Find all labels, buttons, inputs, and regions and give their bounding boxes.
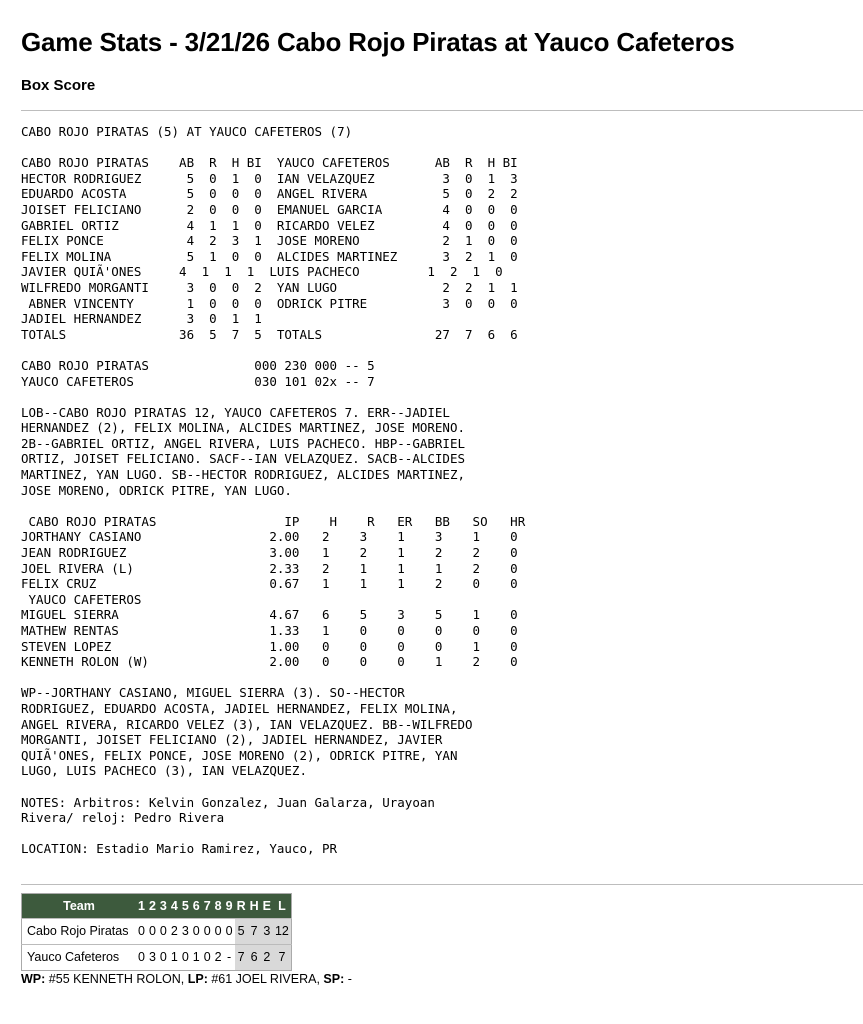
linescore-header-h: H [248,893,261,918]
linescore-inning-cell: 3 [147,944,158,970]
linescore-inning-cell: 0 [136,918,147,944]
linescore-team-name: Yauco Cafeteros [22,944,137,970]
pitcher-decisions [21,972,863,986]
linescore-inning-cell: 2 [169,918,180,944]
linescore-inning-cell: 0 [136,944,147,970]
linescore-table [21,893,292,971]
wp-value: #55 KENNETH ROLON, [45,971,188,986]
linescore-header-row [22,893,292,918]
linescore-total-cell: 7 [273,944,291,970]
divider-bottom [21,884,863,885]
divider-top [21,110,863,111]
linescore-inning-cell: 0 [158,944,169,970]
linescore-inning-cell: 0 [213,918,224,944]
linescore-total-cell: 7 [235,944,248,970]
linescore-header-team: Team [22,893,137,918]
linescore-header-9: 9 [224,893,235,918]
linescore-header-4: 4 [169,893,180,918]
linescore-inning-cell: 3 [180,918,191,944]
linescore-row [22,918,292,944]
linescore-inning-cell: 0 [191,918,202,944]
linescore-inning-cell: 1 [191,944,202,970]
sp-value: - [344,971,352,986]
linescore-header-3: 3 [158,893,169,918]
linescore-header-r: R [235,893,248,918]
linescore-inning-cell: 2 [213,944,224,970]
linescore-total-cell: 7 [248,918,261,944]
linescore-header-8: 8 [213,893,224,918]
linescore-header-6: 6 [191,893,202,918]
page-title: Game Stats - 3/21/26 Cabo Rojo Piratas at Yauco Cafeteros [21,27,735,57]
linescore-inning-cell: 0 [180,944,191,970]
linescore-header-7: 7 [202,893,213,918]
lp-value: #61 JOEL RIVERA, [207,971,324,986]
linescore-total-cell: 5 [235,918,248,944]
box-score-text: CABO ROJO PIRATAS (5) AT YAUCO CAFETEROS (7) CABO ROJO PIRATAS AB R H BI YAUCO CAFETEROS AB R H BI HECTOR RODRIGUEZ 5 0 1 0 IAN VELAZQUEZ 3 0 1 3 EDUARDO ACOSTA 5 0 0 0 ANGEL RIVERA 5 0 2 2 JOISET FELICIANO 2 0 0 0 EMANUEL GARCIA 4 0 0 0 GABRIEL ORTIZ 4 1 1 0 RICARDO VELEZ 4 0 0 0 FELIX PONCE 4 2 3 1 JOSE MORENO 2 1 0 0 FELIX MOLINA 5 1 0 0 ALCIDES MARTINEZ 3 2 1 0 JAVIER QUIÃ'ONES 4 1 1 1 LUIS PACHECO 1 2 1 0 WILFREDO MORGANTI 3 0 0 2 YAN LUGO 2 2 1 1 ABNER VINCENTY 1 0 0 0 ODRICK PITRE 3 0 0 0 JADIEL HERNANDEZ 3 0 1 1 TOTALS 36 5 7 5 TOTALS 27 7 6 6 CABO ROJO PIRATAS 000 230 000 -- 5 YAUCO CAFETEROS 030 101 02x -- 7 LOB--CABO ROJO PIRATAS 12, YAUCO CAFETEROS 7. ERR--JADIEL HERNANDEZ (2), FELIX MOLINA, ALCIDES MARTINEZ, JOSE MORENO. 2B--GABRIEL ORTIZ, ANGEL RIVERA, LUIS PACHECO. HBP--GABRIEL ORTIZ, JOISET FELICIANO. SACF--IAN VELAZQUEZ. SACB--ALCIDES MARTINEZ, YAN LUGO. SB--HECTOR RODRIGUEZ, ALCIDES MARTINEZ, JOSE MORENO, ODRICK PITRE, YAN LUGO. CABO ROJO PIRATAS IP H R ER BB SO HR JORTHANY CASIANO 2.00 2 3 1 3 1 0 JEAN RODRIGUEZ 3.00 1 2 1 2 2 0 JOEL RIVERA (L) 2.33 2 1 1 1 2 0 FELIX CRUZ 0.67 1 1 1 2 0 0 YAUCO CAFETEROS MIGUEL SIERRA 4.67 6 5 3 5 1 0 MATHEW RENTAS 1.33 1 0 0 0 0 0 STEVEN LOPEZ 1.00 0 0 0 0 1 0 KENNETH ROLON (W) 2.00 0 0 0 1 2 0 WP--JORTHANY CASIANO, MIGUEL SIERRA (3). SO--HECTOR RODRIGUEZ, EDUARDO ACOSTA, JADIEL HERNANDEZ, FELIX MOLINA, ANGEL RIVERA, RICARDO VELEZ (3), IAN VELAZQUEZ. BB--WILFREDO MORGANTI, JOISET FELICIANO (2), JADIEL HERNANDEZ, JAVIER QUIÃ'ONES, FELIX PONCE, JOSE MORENO (2), ODRICK PITRE, YAN LUGO, LUIS PACHECO (3), IAN VELAZQUEZ. NOTES: Arbitros: Kelvin Gonzalez, Juan Galarza, Urayoan Rivera/ reloj: Pedro Rivera LOCATION: Estadio Mario Ramirez, Yauco, PR [21,124,526,857]
lp-label: LP: [187,971,208,986]
linescore-header-2: 2 [147,893,158,918]
linescore-total-cell: 6 [248,944,261,970]
linescore-inning-cell: - [224,944,235,970]
linescore-inning-cell: 0 [158,918,169,944]
linescore-inning-cell: 0 [202,918,213,944]
linescore-inning-cell: 1 [169,944,180,970]
linescore-header-1: 1 [136,893,147,918]
section-title: Box Score [21,77,96,94]
linescore-total-cell: 3 [261,918,273,944]
linescore-inning-cell: 0 [224,918,235,944]
linescore-row [22,944,292,970]
linescore-inning-cell: 0 [147,918,158,944]
linescore-header-l: L [273,893,291,918]
linescore-inning-cell: 0 [202,944,213,970]
linescore-header-e: E [261,893,273,918]
linescore-team-name: Cabo Rojo Piratas [22,918,137,944]
linescore-total-cell: 2 [261,944,273,970]
wp-label: WP: [21,971,46,986]
sp-label: SP: [323,971,345,986]
linescore-total-cell: 12 [273,918,291,944]
linescore-header-5: 5 [180,893,191,918]
